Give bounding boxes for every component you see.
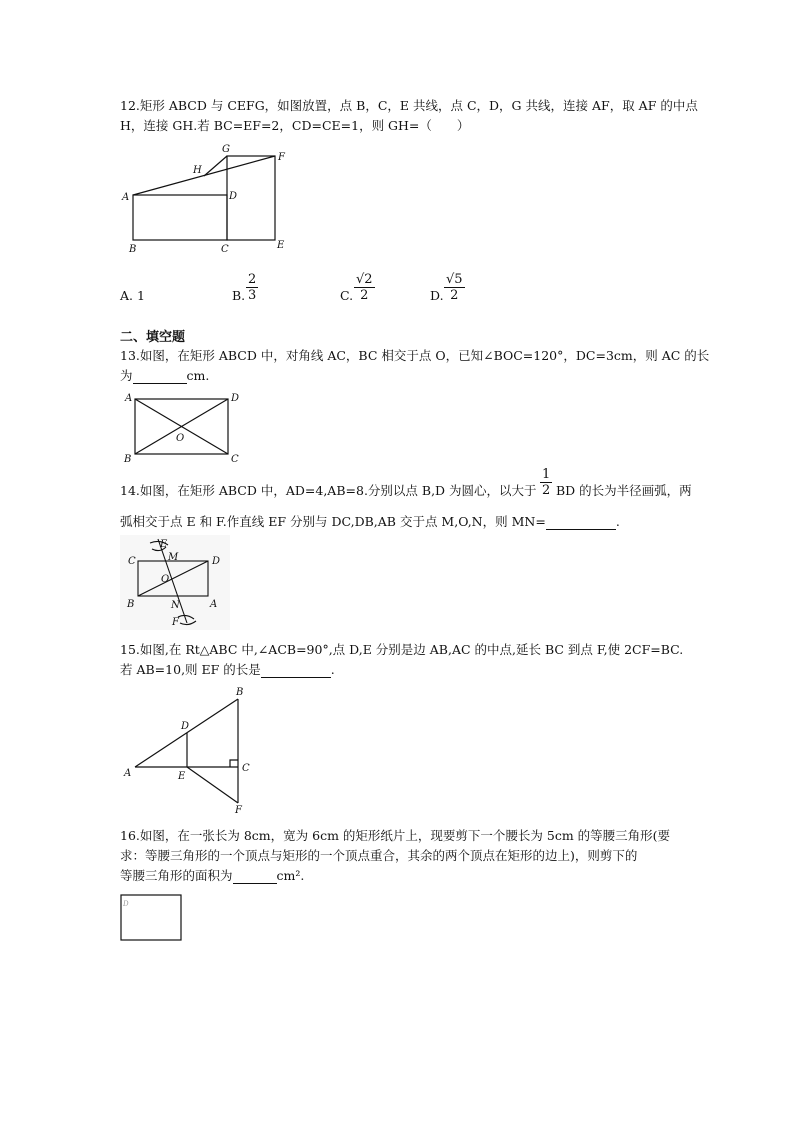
q12-option-c-fraction <box>354 272 375 303</box>
q16-text-line2: 求：等腰三角形的一个顶点与矩形的一个顶点重合，其余的两个顶点在矩形的边上)，则剪下的 <box>120 848 638 863</box>
q16-text-line1: 16.如图，在一张长为 8cm，宽为 6cm 的矩形纸片上，现要剪下一个腰长为 5cm 的等腰三角形(要 <box>120 828 671 843</box>
label-c: C <box>128 556 136 567</box>
q14-text-prefix: 弧相交于点 E 和 F.作直线 EF 分别与 DC,DB,AB 交于点 M,O,N，则 MN= <box>120 514 546 529</box>
q15-text-line1: 15.如图,在 Rt△ABC 中,∠ACB=90°,点 D,E 分别是边 AB,AC 的中点,延长 BC 到点 F,使 2CF=BC. <box>120 642 684 657</box>
q13-text-line2 <box>120 368 209 384</box>
q12-figure <box>115 140 295 255</box>
fraction-denominator: 2 <box>450 288 459 303</box>
fraction-numerator: 1 <box>542 467 551 482</box>
q12-text-line1: 12.矩形 ABCD 与 CEFG，如图放置，点 B，C，E 共线，点 C，D，G 共线，连接 AF，取 AF 的中点 <box>120 98 698 113</box>
q13-text-prefix: 为 <box>120 368 133 383</box>
q15-figure <box>120 685 260 815</box>
rectangle-abcd <box>133 195 227 240</box>
q12-option-a: A. 1 <box>120 288 145 303</box>
label-o: O <box>161 574 170 585</box>
q12-option-d-label: D. <box>430 288 444 303</box>
q12-option-b-fraction <box>246 272 258 303</box>
label-a: A <box>210 599 218 610</box>
label-e: E <box>277 240 285 251</box>
answer-blank <box>546 515 616 530</box>
q14-text-line1-pre: 14.如图，在矩形 ABCD 中，AD=4,AB=8.分别以点 B,D 为圆心，以大于 <box>120 483 537 498</box>
label-d: D <box>229 191 238 202</box>
q14-text-line1-post: BD 的长为半径画弧，两 <box>556 483 692 498</box>
q15-text-suffix: . <box>330 662 335 677</box>
label-e: E <box>178 771 186 782</box>
label-d: D <box>212 556 221 567</box>
q12-text-line2: H，连接 GH.若 BC=EF=2，CD=CE=1，则 GH=（ ） <box>120 118 470 133</box>
q13-figure <box>120 390 250 465</box>
fraction-denominator: 2 <box>542 483 551 498</box>
q12-option-d-fraction <box>444 272 465 303</box>
segment-gh <box>204 156 227 176</box>
section-title: 二、填空题 <box>120 330 186 345</box>
q16-text-suffix: cm². <box>276 868 305 883</box>
q14-text-line2 <box>120 514 620 530</box>
label-n: N <box>171 600 180 611</box>
q14-fraction <box>540 467 552 498</box>
segment-ef <box>187 767 238 803</box>
label-c: C <box>242 763 250 774</box>
answer-blank <box>233 869 277 884</box>
rectangle-paper <box>121 895 181 940</box>
label-c: C <box>231 454 239 465</box>
label-g: G <box>222 144 230 155</box>
q12-option-c-label: C. <box>340 288 354 303</box>
q14-figure <box>120 535 230 630</box>
label-a: A <box>125 393 133 404</box>
label-b: B <box>236 687 244 698</box>
label-f: F <box>235 805 242 816</box>
q16-text-prefix: 等腰三角形的面积为 <box>120 868 233 883</box>
label-m: M <box>168 552 179 563</box>
q16-figure <box>118 892 184 944</box>
q16-text-line3 <box>120 868 304 884</box>
label-h: H <box>193 165 202 176</box>
label-d: D <box>181 721 190 732</box>
label-b: B <box>129 244 137 255</box>
q13-text-line1: 13.如图，在矩形 ABCD 中，对角线 AC，BC 相交于点 O，已知∠BOC=120°，DC=3cm，则 AC 的长 <box>120 348 710 363</box>
fraction-numerator: √5 <box>446 272 463 287</box>
answer-blank <box>261 663 331 678</box>
q15-text-line2 <box>120 662 335 678</box>
q13-text-suffix: cm. <box>186 368 210 383</box>
label-d: D <box>231 393 240 404</box>
label-a: A <box>124 768 132 779</box>
answer-blank <box>133 369 187 384</box>
fraction-numerator: 2 <box>248 272 257 287</box>
corner-label: D <box>123 900 129 908</box>
label-a: A <box>122 192 130 203</box>
fraction-denominator: 3 <box>248 288 257 303</box>
label-f: F <box>172 617 179 628</box>
right-angle-mark <box>230 760 238 767</box>
fraction-numerator: √2 <box>356 272 373 287</box>
label-b: B <box>127 599 135 610</box>
q12-option-b-label: B. <box>232 288 246 303</box>
label-c: C <box>221 244 229 255</box>
label-e: E <box>160 539 168 550</box>
q14-text-suffix: . <box>615 514 620 529</box>
fraction-denominator: 2 <box>360 288 369 303</box>
label-o: O <box>176 433 185 444</box>
label-b: B <box>124 454 132 465</box>
q15-text-prefix: 若 AB=10,则 EF 的长是 <box>120 662 261 677</box>
label-f: F <box>278 152 285 163</box>
